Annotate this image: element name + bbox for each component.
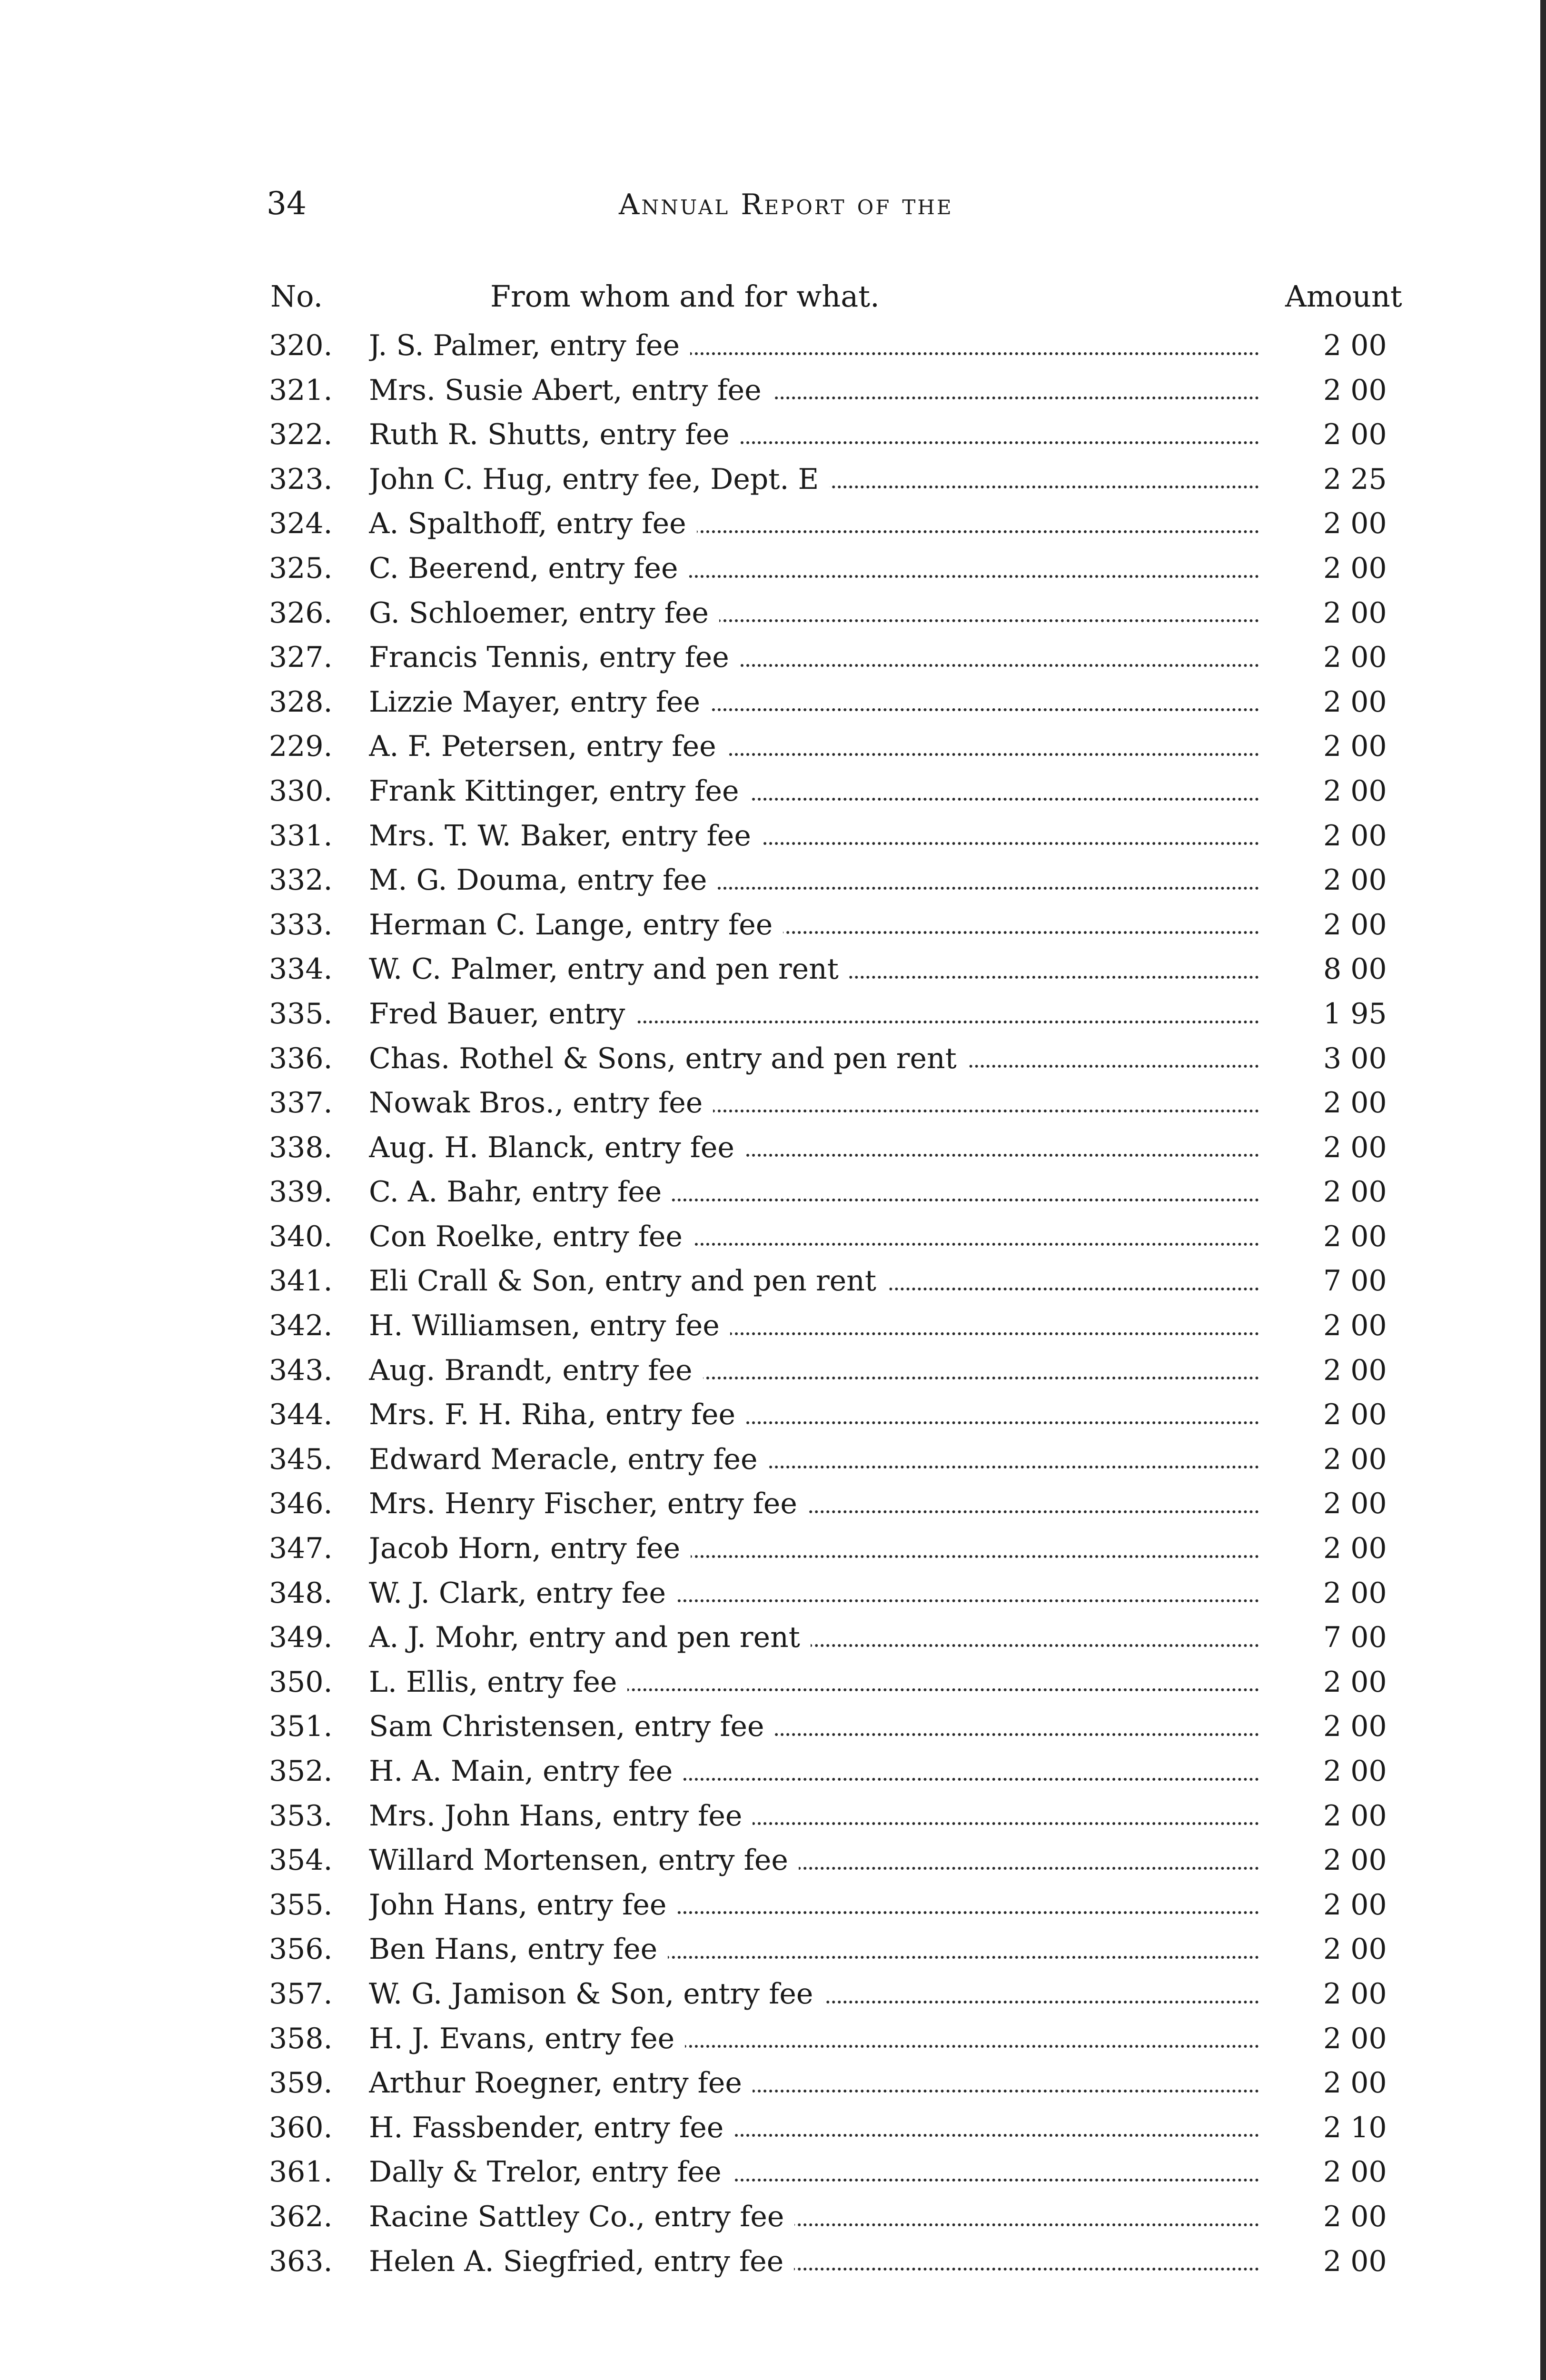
entry-number: 355. [269, 1888, 333, 1922]
entry-number: 353. [269, 1799, 333, 1833]
entry-description-cell [369, 546, 1259, 591]
entry-number: 335. [269, 997, 333, 1031]
column-header-description: From whom and for what. [490, 279, 880, 314]
entry-number: 358. [269, 2022, 333, 2055]
entry-description-cell [369, 457, 1259, 502]
entry-number: 362. [269, 2200, 333, 2233]
entry-description-cell [369, 635, 1259, 680]
running-head-part-1: nnual [641, 188, 741, 221]
entry-number: 229. [269, 730, 333, 764]
entry-amount: 2 00 [1323, 641, 1387, 674]
ledger-row [0, 1616, 1546, 1660]
entry-description: Mrs. T. W. Baker, entry fee [369, 819, 762, 853]
ledger-row [0, 1705, 1546, 1749]
entry-number: 341. [269, 1264, 333, 1298]
entry-amount: 2 00 [1323, 418, 1387, 452]
entry-amount: 2 00 [1323, 1755, 1387, 1788]
ledger-row [0, 947, 1546, 992]
ledger-row [0, 1571, 1546, 1616]
entry-description: G. Schloemer, entry fee [369, 596, 719, 630]
entry-description: C. Beerend, entry fee [369, 552, 689, 585]
ledger-row [0, 1794, 1546, 1839]
entry-amount: 2 10 [1323, 2111, 1387, 2144]
entry-description: Arthur Roegner, entry fee [369, 2066, 753, 2100]
entry-description: J. S. Palmer, entry fee [369, 329, 690, 362]
entry-amount: 7 00 [1323, 1264, 1387, 1298]
entry-amount: 2 00 [1323, 774, 1387, 808]
entry-description-cell [369, 1571, 1259, 1616]
entry-number: 326. [269, 596, 333, 630]
entry-number: 324. [269, 507, 333, 541]
ledger-row [0, 546, 1546, 591]
entry-description: Dally & Trelor, entry fee [369, 2155, 732, 2189]
entry-description-cell [369, 2017, 1259, 2062]
ledger-row [0, 858, 1546, 903]
entry-number: 340. [269, 1220, 333, 1253]
ledger-row [0, 1349, 1546, 1393]
entry-amount: 2 00 [1323, 1353, 1387, 1387]
entry-amount: 2 00 [1323, 596, 1387, 630]
entry-number: 331. [269, 819, 333, 853]
running-head-part-2: eport of the [764, 188, 953, 221]
entry-amount: 2 00 [1323, 908, 1387, 942]
ledger-row [0, 324, 1546, 368]
entry-description-cell [369, 992, 1259, 1037]
entry-description-cell [369, 1838, 1259, 1883]
entry-number: 350. [269, 1665, 333, 1699]
entry-description: Sam Christensen, entry fee [369, 1710, 775, 1743]
entry-description: Mrs. Henry Fischer, entry fee [369, 1487, 808, 1520]
entry-description-cell [369, 1482, 1259, 1527]
ledger-row [0, 1838, 1546, 1883]
entry-description-cell [369, 1126, 1259, 1170]
entry-description-cell [369, 1081, 1259, 1126]
entry-number: 344. [269, 1398, 333, 1432]
entry-description-cell [369, 1037, 1259, 1081]
ledger-row [0, 1304, 1546, 1349]
running-head [619, 190, 953, 219]
entry-description: Aug. Brandt, entry fee [369, 1354, 703, 1387]
entry-amount: 8 00 [1323, 952, 1387, 986]
entry-description: Edward Meracle, entry fee [369, 1443, 768, 1476]
entry-number: 357. [269, 1977, 333, 2011]
entry-number: 360. [269, 2111, 333, 2144]
entry-description: Frank Kittinger, entry fee [369, 774, 750, 808]
ledger-row [0, 1393, 1546, 1438]
entry-number: 321. [269, 373, 333, 407]
entry-amount: 2 00 [1323, 1576, 1387, 1610]
entry-amount: 2 00 [1323, 551, 1387, 585]
ledger-row [0, 2150, 1546, 2195]
entry-description: Mrs. John Hans, entry fee [369, 1799, 753, 1833]
entry-description: A. J. Mohr, entry and pen rent [369, 1621, 811, 1654]
entry-description: L. Ellis, entry fee [369, 1666, 627, 1699]
entry-description-cell [369, 769, 1259, 814]
entry-description: A. F. Petersen, entry fee [369, 730, 727, 763]
entry-description: Willard Mortensen, entry fee [369, 1844, 799, 1877]
entry-description: W. G. Jamison & Son, entry fee [369, 1977, 823, 2011]
entry-description-cell [369, 324, 1259, 368]
entry-number: 336. [269, 1041, 333, 1075]
column-header-number: No. [270, 279, 323, 314]
entry-number: 330. [269, 774, 333, 808]
ledger-row [0, 1527, 1546, 1571]
entry-description-cell [369, 2240, 1259, 2284]
entry-description: Francis Tennis, entry fee [369, 641, 740, 674]
entry-description-cell [369, 591, 1259, 636]
entry-amount: 2 00 [1323, 1309, 1387, 1343]
entry-amount: 2 00 [1323, 1933, 1387, 1966]
entry-description: H. Williamsen, entry fee [369, 1309, 730, 1342]
ledger-row [0, 814, 1546, 859]
entry-description-cell [369, 1527, 1259, 1571]
entry-description: Chas. Rothel & Sons, entry and pen rent [369, 1042, 967, 1075]
entry-number: 347. [269, 1532, 333, 1566]
entry-number: 343. [269, 1353, 333, 1387]
entry-amount: 2 00 [1323, 507, 1387, 541]
entry-description-cell [369, 1170, 1259, 1215]
entry-amount: 2 00 [1323, 2066, 1387, 2100]
ledger-row [0, 1259, 1546, 1304]
ledger-row [0, 2106, 1546, 2151]
entry-number: 339. [269, 1175, 333, 1209]
entry-number: 342. [269, 1309, 333, 1343]
scan-right-edge [1540, 0, 1546, 2380]
page-number: 34 [267, 185, 307, 222]
entry-description-cell [369, 680, 1259, 725]
entry-amount: 2 00 [1323, 1844, 1387, 1877]
entry-amount: 2 00 [1323, 1487, 1387, 1521]
entry-description-cell [369, 1705, 1259, 1749]
entry-number: 354. [269, 1844, 333, 1877]
entry-amount: 2 00 [1323, 1665, 1387, 1699]
ledger-row [0, 502, 1546, 546]
entry-number: 332. [269, 863, 333, 897]
running-head-initial-1: A [619, 188, 642, 221]
entry-number: 363. [269, 2244, 333, 2278]
ledger-row [0, 368, 1546, 413]
entry-description: Con Roelke, entry fee [369, 1220, 693, 1253]
entry-number: 359. [269, 2066, 333, 2100]
ledger-row [0, 1927, 1546, 1972]
entry-description: John Hans, entry fee [369, 1888, 677, 1922]
entry-description: Fred Bauer, entry [369, 997, 635, 1031]
entry-description-cell [369, 1749, 1259, 1794]
entry-description-cell [369, 502, 1259, 546]
entry-description: H. A. Main, entry fee [369, 1755, 683, 1788]
entry-description: John C. Hug, entry fee, Dept. E [369, 463, 829, 496]
entry-amount: 2 00 [1323, 2244, 1387, 2278]
entry-amount: 2 00 [1323, 329, 1387, 362]
ledger-row [0, 1660, 1546, 1705]
entry-amount: 2 00 [1323, 1532, 1387, 1566]
entry-description-cell [369, 1393, 1259, 1438]
entry-number: 325. [269, 551, 333, 585]
entry-number: 361. [269, 2155, 333, 2189]
entry-description-cell [369, 1794, 1259, 1839]
entry-description-cell [369, 1438, 1259, 1482]
entry-description: H. Fassbender, entry fee [369, 2111, 734, 2144]
entry-description-cell [369, 724, 1259, 769]
ledger-row [0, 2195, 1546, 2240]
entry-amount: 2 25 [1323, 462, 1387, 496]
entry-description-cell [369, 1349, 1259, 1393]
entry-amount: 2 00 [1323, 1442, 1387, 1476]
ledger-row [0, 769, 1546, 814]
entry-amount: 2 00 [1323, 863, 1387, 897]
ledger-row [0, 680, 1546, 725]
entry-description: Eli Crall & Son, entry and pen rent [369, 1264, 887, 1298]
ledger-row [0, 1438, 1546, 1482]
entry-amount: 3 00 [1323, 1041, 1387, 1075]
entries-list [0, 324, 1546, 2284]
column-header-amount: Amount [1285, 279, 1402, 314]
entry-amount: 2 00 [1323, 373, 1387, 407]
ledger-row [0, 2240, 1546, 2284]
entry-description: Helen A. Siegfried, entry fee [369, 2245, 794, 2278]
entry-description-cell [369, 413, 1259, 457]
entry-amount: 2 00 [1323, 2022, 1387, 2055]
entry-number: 337. [269, 1086, 333, 1120]
ledger-row [0, 992, 1546, 1037]
entry-description-cell [369, 947, 1259, 992]
entry-amount: 2 00 [1323, 1086, 1387, 1120]
entry-description-cell [369, 1259, 1259, 1304]
entry-number: 322. [269, 418, 333, 452]
entry-description: Jacob Horn, entry fee [369, 1532, 691, 1565]
entry-amount: 2 00 [1323, 1799, 1387, 1833]
ledger-row [0, 1126, 1546, 1170]
entry-amount: 2 00 [1323, 1175, 1387, 1209]
ledger-row [0, 1883, 1546, 1928]
entry-number: 346. [269, 1487, 333, 1521]
entry-amount: 2 00 [1323, 1977, 1387, 2011]
entry-description-cell [369, 814, 1259, 859]
entry-description-cell [369, 1616, 1259, 1660]
ledger-row [0, 1081, 1546, 1126]
entry-amount: 2 00 [1323, 685, 1387, 719]
entry-number: 338. [269, 1130, 333, 1164]
entry-description: Aug. H. Blanck, entry fee [369, 1131, 745, 1164]
ledger-row [0, 1037, 1546, 1081]
ledger-row [0, 413, 1546, 457]
entry-description-cell [369, 2150, 1259, 2195]
entry-description-cell [369, 2106, 1259, 2151]
entry-number: 328. [269, 685, 333, 719]
ledger-row [0, 1170, 1546, 1215]
entry-description-cell [369, 2061, 1259, 2106]
entry-amount: 2 00 [1323, 1220, 1387, 1253]
entry-description-cell [369, 1215, 1259, 1259]
entry-description: Mrs. Susie Abert, entry fee [369, 374, 772, 407]
ledger-row [0, 2017, 1546, 2062]
entry-amount: 2 00 [1323, 819, 1387, 853]
entry-description: Racine Sattley Co., entry fee [369, 2200, 794, 2233]
entry-description-cell [369, 1304, 1259, 1349]
ledger-row [0, 1749, 1546, 1794]
entry-description: Nowak Bros., entry fee [369, 1086, 713, 1120]
entry-description: H. J. Evans, entry fee [369, 2022, 685, 2055]
entry-description-cell [369, 1972, 1259, 2017]
entry-description: Ruth R. Shutts, entry fee [369, 418, 740, 451]
ledger-row [0, 591, 1546, 636]
entry-description: Ben Hans, entry fee [369, 1933, 668, 1966]
entry-description: Herman C. Lange, entry fee [369, 908, 783, 942]
entry-number: 323. [269, 462, 333, 496]
entry-description-cell [369, 903, 1259, 948]
ledger-row [0, 1215, 1546, 1259]
entry-amount: 2 00 [1323, 1398, 1387, 1432]
entry-number: 351. [269, 1710, 333, 1744]
ledger-row [0, 1972, 1546, 2017]
entry-number: 320. [269, 329, 333, 362]
ledger-row [0, 903, 1546, 948]
entry-description-cell [369, 1660, 1259, 1705]
entry-description: M. G. Douma, entry fee [369, 863, 717, 897]
entry-number: 327. [269, 641, 333, 674]
entry-description-cell [369, 858, 1259, 903]
entry-number: 356. [269, 1933, 333, 1966]
entry-description: Lizzie Mayer, entry fee [369, 685, 711, 719]
entry-description: C. A. Bahr, entry fee [369, 1175, 672, 1209]
ledger-row [0, 2061, 1546, 2106]
ledger-row [0, 635, 1546, 680]
entry-number: 345. [269, 1442, 333, 1476]
ledger-row [0, 457, 1546, 502]
entry-amount: 2 00 [1323, 2200, 1387, 2233]
entry-description: Mrs. F. H. Riha, entry fee [369, 1398, 746, 1431]
entry-number: 352. [269, 1755, 333, 1788]
entry-description: W. J. Clark, entry fee [369, 1577, 676, 1610]
entry-amount: 2 00 [1323, 1710, 1387, 1744]
entry-description-cell [369, 2195, 1259, 2240]
entry-description-cell [369, 1927, 1259, 1972]
entry-description: A. Spalthoff, entry fee [369, 507, 697, 540]
entry-description-cell [369, 368, 1259, 413]
entry-amount: 2 00 [1323, 2155, 1387, 2189]
entry-amount: 1 95 [1323, 997, 1387, 1031]
entry-amount: 2 00 [1323, 730, 1387, 764]
entry-description-cell [369, 1883, 1259, 1928]
entry-number: 334. [269, 952, 333, 986]
entry-description: W. C. Palmer, entry and pen rent [369, 952, 849, 986]
entry-amount: 2 00 [1323, 1130, 1387, 1164]
entry-amount: 7 00 [1323, 1621, 1387, 1655]
running-head-initial-2: R [741, 188, 764, 221]
ledger-row [0, 724, 1546, 769]
entry-amount: 2 00 [1323, 1888, 1387, 1922]
entry-number: 349. [269, 1621, 333, 1655]
entry-number: 348. [269, 1576, 333, 1610]
entry-number: 333. [269, 908, 333, 942]
ledger-row [0, 1482, 1546, 1527]
